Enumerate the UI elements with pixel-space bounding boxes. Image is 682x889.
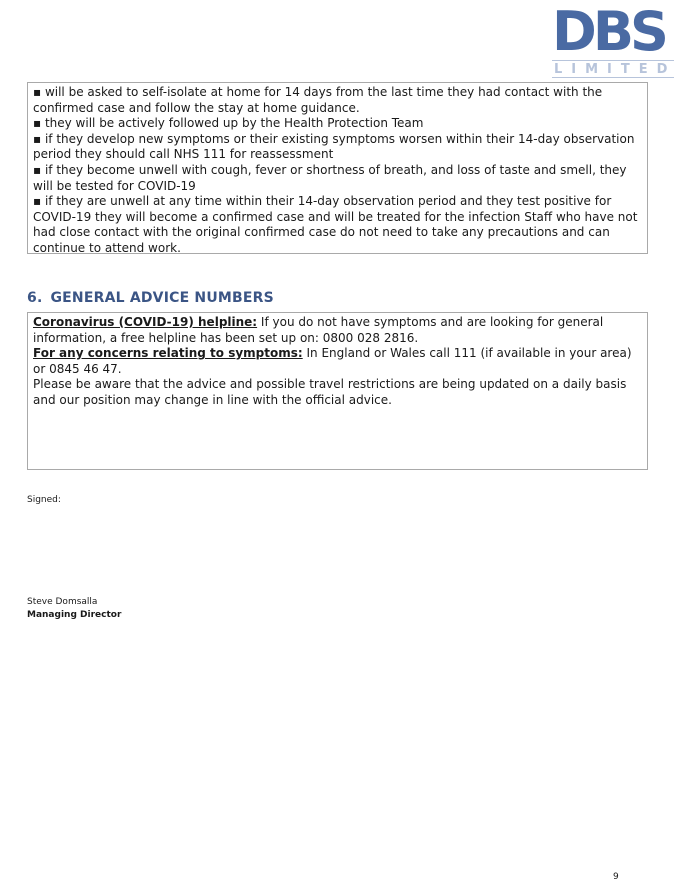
- page-number: 9: [613, 872, 619, 882]
- guidance-line: ▪ if they develop new symptoms or their existing symptoms worsen within their 14-day observation period they should call NHS 111 for reassessment: [33, 131, 635, 162]
- section-number: 6.: [27, 290, 43, 306]
- contact-guidance-box: [27, 82, 648, 254]
- symptoms-label: For any concerns relating to symptoms:: [33, 346, 303, 361]
- signed-label: Signed:: [27, 495, 61, 505]
- signatory-role: Managing Director: [27, 610, 122, 620]
- helpline-paragraph: [33, 315, 642, 346]
- advice-numbers-box: [27, 312, 648, 470]
- guidance-line: ▪ will be asked to self-isolate at home for 14 days from the last time they had contact with the confirmed case and follow the stay at home guidance.: [33, 85, 603, 115]
- symptoms-paragraph: [33, 346, 642, 377]
- helpline-label: Coronavirus (COVID-19) helpline:: [33, 315, 258, 329]
- company-logo: [552, 0, 677, 78]
- logo-subtitle: LIMITED: [554, 62, 677, 77]
- section-title: GENERAL ADVICE NUMBERS: [50, 290, 274, 306]
- guidance-line: ▪ if they are unwell at any time within their 14-day observation period and they test positive for COVID-19 they will become a confirmed case and will be treated for the infection Staff who have not had close contact with the original confirmed case do not need to take any precautions and can continue to attend work.: [33, 194, 638, 255]
- section-heading: [27, 290, 274, 306]
- guidance-line: ▪ if they become unwell with cough, fever or shortness of breath, and loss of taste and smell, they will be tested for COVID-19: [33, 162, 627, 193]
- logo-letters: DBS: [552, 0, 665, 63]
- helpline-text: If you do not have symptoms and are looking for general information, a free helpline has been set up on: 0800 028 2816.: [33, 315, 604, 345]
- advice-paragraph: Please be aware that the advice and possible travel restrictions are being updated on a daily basis and our position may change in line with the official advice.: [33, 377, 627, 407]
- symptoms-text: In England or Wales call 111 (if available in your area) or 0845 46 47.: [33, 346, 632, 376]
- guidance-line: ▪ they will be actively followed up by the Health Protection Team: [33, 116, 424, 131]
- signatory-name: Steve Domsalla: [27, 597, 98, 607]
